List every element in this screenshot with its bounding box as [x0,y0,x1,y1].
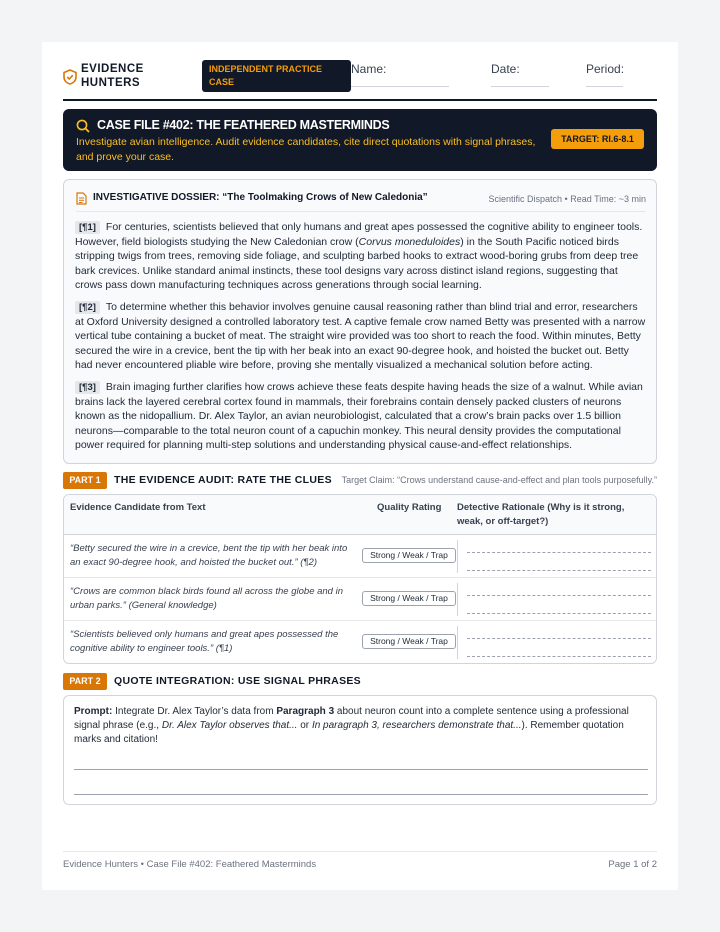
rationale-line[interactable] [467,570,651,571]
page-number: Page 1 of 2 [608,859,657,870]
column-divider [457,626,458,659]
dossier-header [76,190,646,212]
prompt-part: ). Remember quotation marks and citation! [74,720,624,745]
page-header [63,62,657,100]
part-title: QUOTE INTEGRATION: USE SIGNAL PHRASES [114,675,361,687]
footer-divider [63,851,657,852]
part-badge: PART 2 [63,673,107,690]
dossier-label: INVESTIGATIVE DOSSIER: [93,192,220,203]
evidence-audit-table [63,494,657,664]
quote-integration-box [63,695,657,805]
paragraph-3 [75,380,647,453]
part-title: THE EVIDENCE AUDIT: RATE THE CLUES [114,474,332,486]
paragraph-tag: [¶3] [75,381,100,394]
standard-badge: TARGET: RI.6-8.1 [551,129,644,149]
case-subtitle: Investigate avian intelligence. Audit evidence candidates, cite direct quotations with signal phrases, and prove your case. [76,136,536,163]
date-line[interactable] [491,86,549,87]
column-header: Quality Rating [377,502,442,513]
example-phrase: Dr. Alex Taylor observes that... [161,720,298,731]
column-divider [457,540,458,573]
paragraph-text: Brain imaging further clarifies how crows achieve these feats despite having heads the size of a walnut. While avian brains lack the layered cerebral cortex found in mammals, their forebrains contain densely packed clusters of neurons known as the nidopallium. Dr. Alex Taylor, an avian neurobiologist, calculated that a crow’s brain packs over 1.5 billion neurons—comparable to the total neuron count of a capuchin monkey. This neural density provides the computational power required for planning multi-step solutions and understanding physical cause-and-effect relationships. [75,381,643,451]
rating-selector[interactable]: Strong / Weak / Trap [362,634,456,649]
name-label: Name: [351,62,387,76]
dossier-title [93,192,428,203]
period-label: Period: [586,62,625,76]
paragraph-text-cont: ) in the South Pacific noticed birds stripping twigs from trees, removing side foliage, and sculpting barbed hooks to extract wood-boring grubs from deep tree bark crevices. Unlike standard animal instincts, these tool designs vary across distinct island regions, suggesting that crows pass down manufacturing techniques across generations through social learning. [75,235,639,291]
period-line[interactable] [586,86,623,87]
date-field[interactable] [491,62,551,76]
prompt-part: Integrate Dr. Alex Taylor’s data from [115,706,274,717]
evidence-quote: “Crows are common black birds found all across the globe and in urban parks.” (General knowledge) [70,586,343,611]
column-header: Evidence Candidate from Text [70,502,206,513]
paragraph-text: For centuries, scientists believed that only humans and great apes possessed the cognitive ability to engineer tools. However, field biologists studying the New Caledonian crow ( [75,221,643,248]
name-line[interactable] [351,86,449,87]
prompt-text [74,705,648,747]
rationale-line[interactable] [467,552,651,553]
rationale-line[interactable] [467,613,651,614]
name-field[interactable] [351,62,451,76]
paragraph-1 [75,220,647,293]
prompt-part: or [300,720,310,731]
answer-line[interactable] [74,769,648,770]
species-name: Corvus moneduloides [358,235,461,248]
part-2-header [63,673,657,690]
column-header: Detective Rationale (Why is it strong, weak, or off-target?) [457,502,625,527]
search-icon [76,119,90,133]
shield-check-icon [63,69,77,85]
practice-badge: INDEPENDENT PRACTICE CASE [202,60,351,92]
case-banner [63,109,657,171]
table-header [64,495,657,535]
footer-title: Evidence Hunters • Case File #402: Feathered Masterminds [63,859,317,870]
answer-line[interactable] [74,794,648,795]
column-divider [457,583,458,616]
brand [63,62,203,100]
paragraph-tag: [¶2] [75,301,100,314]
table-row [64,535,657,578]
case-title: CASE FILE #402: THE FEATHERED MASTERMINDS [97,118,390,132]
dossier-meta: Scientific Dispatch • Read Time: ~3 min [488,194,646,204]
period-field[interactable] [586,62,626,76]
prompt-part: about neuron count into a complete sentence using a professional signal phrase (e.g., [74,706,629,731]
part-badge: PART 1 [63,472,107,489]
example-phrase: In paragraph 3, researchers demonstrate that... [311,720,522,731]
table-row [64,578,657,621]
document-icon [76,192,87,205]
rationale-line[interactable] [467,638,651,639]
rationale-line[interactable] [467,595,651,596]
target-claim: Target Claim: “Crows understand cause-and-effect and plan tools purposefully.” [341,475,657,485]
evidence-quote: “Betty secured the wire in a crevice, bent the tip with her beak into an exact 90-degree hook, and hoisted the bucket out.” (¶2) [70,543,348,568]
prompt-label: Prompt: [74,706,113,717]
paragraph-2 [75,300,647,373]
header-divider [63,99,657,101]
table-row [64,621,657,664]
worksheet-page [42,42,678,890]
paragraph-ref: Paragraph 3 [276,706,335,717]
article-title: “The Toolmaking Crows of New Caledonia” [222,192,428,203]
rating-selector[interactable]: Strong / Weak / Trap [362,548,456,563]
part-1-header [63,472,657,489]
paragraph-tag: [¶1] [75,221,100,234]
brand-name: EVIDENCE HUNTERS [81,63,144,89]
evidence-quote: “Scientists believed only humans and great apes possessed the cognitive ability to engineer tools.” (¶1) [70,629,339,654]
date-label: Date: [491,62,520,76]
dossier-panel [63,179,657,464]
paragraph-text: To determine whether this behavior involves genuine causal reasoning rather than blind trial and error, researchers at Oxford University designed a controlled laboratory test. A captive female crow named Betty was presented with a narrow vertical tube containing a bucket of meat. The straight wire provided was too short to reach the food. Within minutes, Betty secured the wire in a crevice, bent the tip with her beak into an exact 90-degree hook, and hoisted the bucket out. Betty had never encountered pliable wire before, proving she mentally visualized a mechanical solution before acting. [75,301,646,371]
rationale-line[interactable] [467,656,651,657]
rating-selector[interactable]: Strong / Weak / Trap [362,591,456,606]
